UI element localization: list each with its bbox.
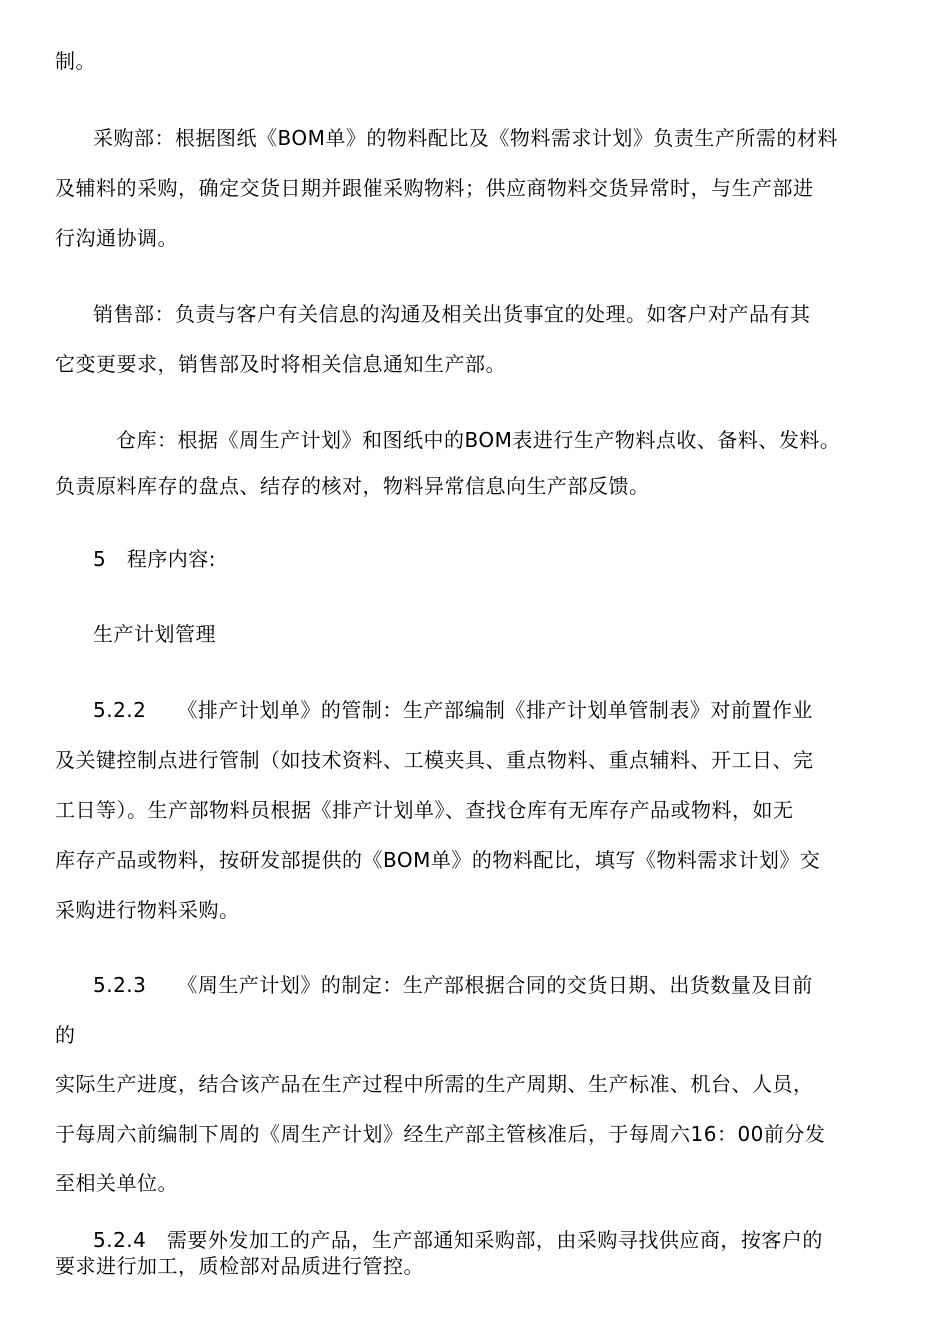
text-line-13: 工日等）。生产部物料员根据《排产计划单》、查找仓库有无库存产品或物料，如无 [55, 798, 794, 822]
text-line-11: 5.2.2 《排产计划单》的管制：生产部编制《排产计划单管制表》对前置作业 [93, 698, 813, 722]
subsection-heading: 生产计划管理 [93, 622, 216, 646]
text-line-12: 及关键控制点进行管制（如技术资料、工模夹具、重点物料、重点辅料、开工日、完 [55, 748, 814, 772]
text-line-18: 实际生产进度，结合该产品在生产过程中所需的生产周期、生产标准、机台、人员， [55, 1072, 814, 1096]
text-line-20: 至相关单位。 [55, 1171, 178, 1195]
text-line-15: 采购进行物料采购。 [55, 898, 240, 922]
section-heading: 5 程序内容: [93, 547, 216, 571]
text-line-14: 库存产品或物料，按研发部提供的《BOM单》的物料配比，填写《物料需求计划》交 [55, 848, 821, 872]
text-line-21: 5.2.4 需要外发加工的产品，生产部通知采购部，由采购寻找供应商，按客户的 [93, 1228, 823, 1252]
text-line-3: 及辅料的采购，确定交货日期并跟催采购物料；供应商物料交货异常时，与生产部进 [55, 176, 814, 200]
text-line-1: 制。 [55, 49, 96, 73]
text-line-6: 它变更要求，销售部及时将相关信息通知生产部。 [55, 352, 506, 376]
text-line-17: 的 [55, 1023, 76, 1047]
text-line-7: 仓库：根据《周生产计划》和图纸中的BOM表进行生产物料点收、备料、发料。 [116, 428, 841, 452]
text-line-22: 要求进行加工，质检部对品质进行管控。 [55, 1254, 424, 1278]
text-line-2: 采购部：根据图纸《BOM单》的物料配比及《物料需求计划》负责生产所需的材料 [93, 126, 838, 150]
text-line-16: 5.2.3 《周生产计划》的制定：生产部根据合同的交货日期、出货数量及目前 [93, 973, 813, 997]
text-line-19: 于每周六前编制下周的《周生产计划》经生产部主管核准后，于每周六16：00前分发 [55, 1122, 826, 1146]
text-line-8: 负责原料库存的盘点、结存的核对，物料异常信息向生产部反馈。 [55, 474, 650, 498]
text-line-4: 行沟通协调。 [55, 226, 178, 250]
text-line-5: 销售部：负责与客户有关信息的沟通及相关出货事宜的处理。如客户对产品有其 [93, 302, 811, 326]
